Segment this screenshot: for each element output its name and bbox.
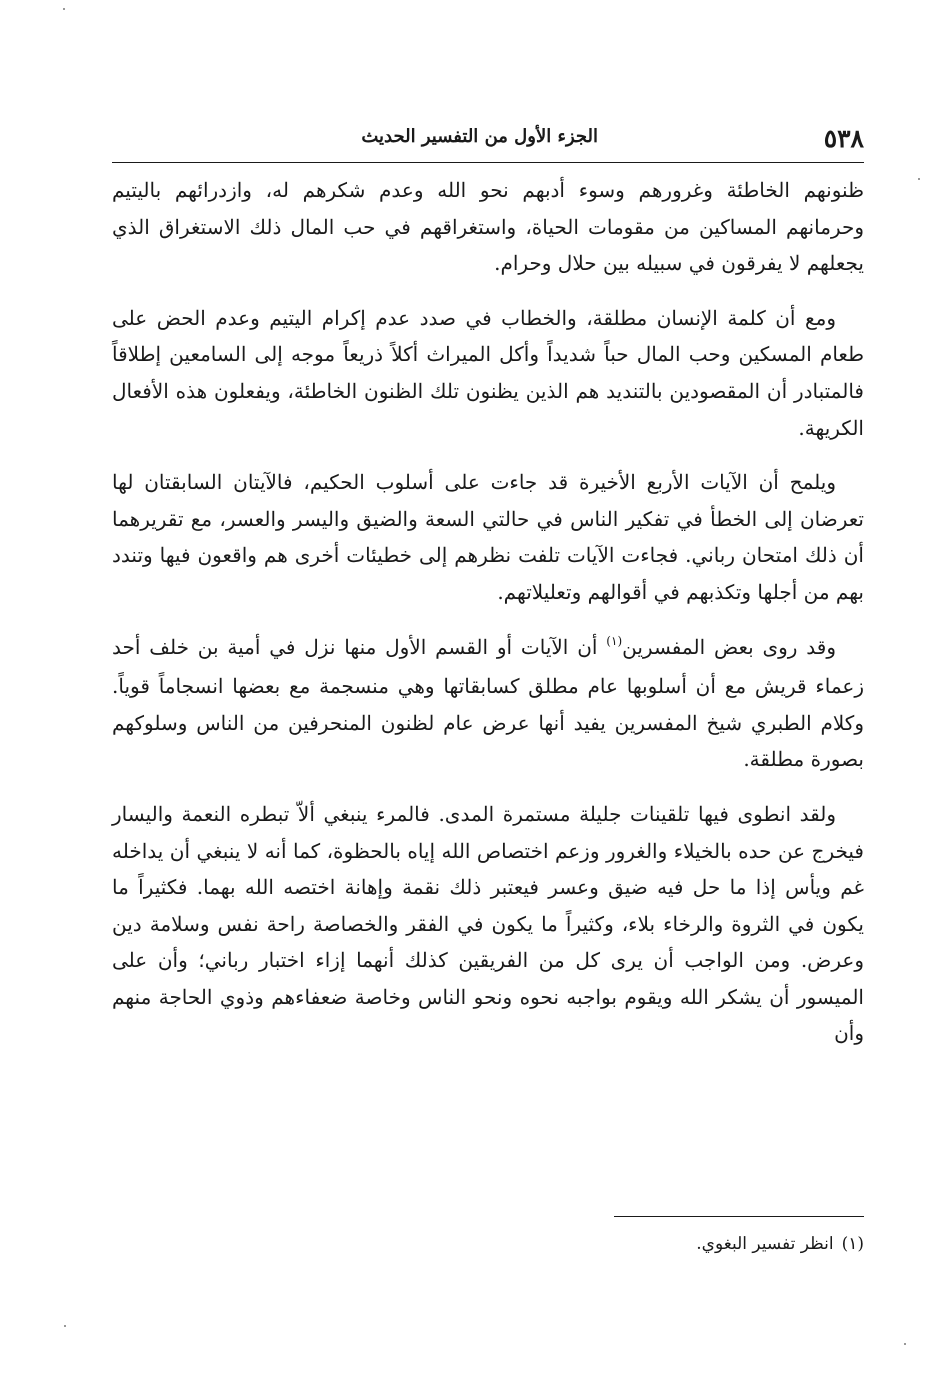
header-divider [112, 162, 864, 163]
scan-speck [918, 178, 920, 180]
paragraph-4-lead: وقد روى بعض المفسرين [622, 634, 837, 659]
page-number: ٥٣٨ [823, 124, 864, 153]
running-header [112, 122, 864, 160]
running-title: الجزء الأول من التفسير الحديث [361, 126, 598, 147]
footnote-reference[interactable]: (١) [606, 633, 623, 648]
footnote-marker: (١) [841, 1234, 864, 1254]
footnote-text: انظر تفسير البغوي. [696, 1234, 834, 1254]
paragraph-3: ويلمح أن الآيات الأربع الأخيرة قد جاءت على أسلوب الحكيم، فالآيتان السابقتان لها تعرضان إلى الخطأ في تفكير الناس في حالتي السعة والضيق واليسر والعسر، مع تقريرهما أن ذلك امتحان رباني. فجاءت الآيات تلفت نظرهم إلى خطيئات أخرى هم واقعون فيها وتندد بهم من أجلها وتكذبهم في أقوالهم وتعليلاتهم. [112, 470, 864, 604]
paragraph-2: ومع أن كلمة الإنسان مطلقة، والخطاب في صدد عدم إكرام اليتيم وعدم الحض على طعام المسكين وحب المال حباً شديداً وأكل الميراث أكلاً ذريعاً موجه إلى السامعين إطلاقاً فالمتبادر أن المقصودين بالتنديد هم الذين يظنون تلك الظنون الخاطئة، ويفعلون هذه الأفعال الكريهة. [112, 305, 864, 440]
body-text [112, 172, 864, 1070]
footnote-divider [614, 1216, 864, 1217]
scan-speck [63, 8, 65, 10]
paragraph-4 [112, 629, 864, 778]
footnote [112, 1230, 864, 1258]
paragraph-4-text: أن الآيات أو القسم الأول منها نزل في أمية بن خلف أحد زعماء قريش مع أن أسلوبها عام مطلق كسابقاتها وهي منسجمة مع بعضها انسجاماً قوياً. وكلام الطبري شيخ المفسرين يفيد أنها عرض عام لظنون المنحرفين من الناس وسلوكهم بصورة مطلقة. [112, 634, 864, 772]
scan-speck [904, 1343, 906, 1345]
scan-speck [64, 1325, 66, 1327]
paragraph-5: ولقد انطوى فيها تلقينات جليلة مستمرة المدى. فالمرء ينبغي ألاّ تبطره النعمة واليسار فيخرج عن حده بالخيلاء والغرور وزعم اختصاص الله إياه بالحظوة، كما أنه لا ينبغي أن يداخله غم ويأس إذا ما حل فيه ضيق وعسر فيعتبر ذلك نقمة وإهانة اختصه الله بهما. فكثيراً ما يكون في الثروة والرخاء بلاء، وكثيراً ما يكون في الفقر والخصاصة راحة نفس وسلامة دين وعرض. ومن الواجب أن يرى كل من الفريقين كذلك أنهما إزاء اختبار رباني؛ وأن على الميسور أن يشكر الله ويقوم بواجبه نحوه ونحو الناس وخاصة ضعفاءهم وذوي الحاجة منهم وأن [112, 801, 864, 1046]
paragraph-1: ظنونهم الخاطئة وغرورهم وسوء أدبهم نحو الله وعدم شكرهم له، وازدرائهم باليتيم وحرمانهم المساكين من مقومات الحياة، واستغراقهم في حب المال ذلك الاستغراق الذي يجعلهم لا يفرقون في سبيله بين حلال وحرام. [112, 178, 864, 276]
